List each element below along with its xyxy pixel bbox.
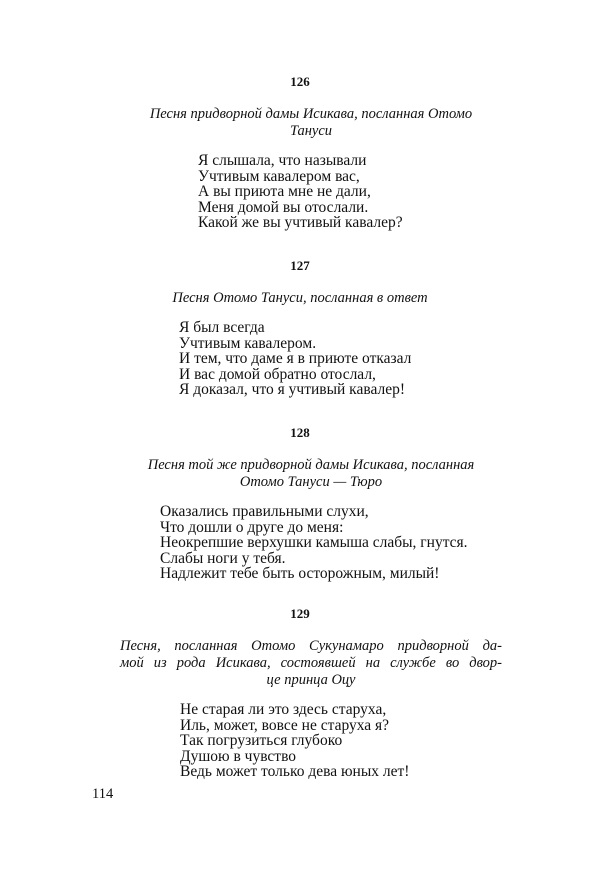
poem-title-line: Отомо Тануси — Тюро bbox=[239, 474, 383, 490]
poem-127 bbox=[0, 258, 600, 398]
verse-line: Меня домой вы отослали. bbox=[198, 198, 369, 216]
poem-title bbox=[120, 106, 502, 140]
poem-title-line: Песня, посланная Отомо Сукунамаро придворной да- bbox=[120, 638, 502, 654]
poem-title bbox=[120, 638, 502, 689]
poem-title-line: Песня придворной дамы Исикава, посланная Отомо bbox=[149, 106, 473, 122]
verse-line: А вы приюта мне не дали, bbox=[198, 183, 371, 201]
page-number: 114 bbox=[92, 786, 114, 802]
poem-verse bbox=[198, 153, 600, 231]
verse-line: Что дошли о друге до меня: bbox=[160, 518, 344, 536]
verse-line: Слабы ноги у тебя. bbox=[160, 549, 286, 567]
poem-title-line: Песня той же придворной дамы Исикава, посланная bbox=[147, 457, 475, 473]
poem-verse bbox=[180, 702, 600, 780]
poem-number: 128 bbox=[290, 425, 310, 440]
poem-title-line: Песня Отомо Тануси, посланная в ответ bbox=[172, 290, 428, 306]
verse-line: Я слышала, что называли bbox=[198, 152, 367, 169]
verse-line: Я доказал, что я учтивый кавалер! bbox=[179, 381, 405, 399]
verse-line: Душою в чувство bbox=[180, 747, 297, 765]
verse-line: Учтивым кавалером вас, bbox=[198, 167, 360, 185]
verse-line: Надлежит тебе быть осторожным, милый! bbox=[160, 565, 440, 583]
poem-title-line: мой из рода Исикава, состоявшей на службе во двор- bbox=[120, 655, 502, 671]
poem-number: 129 bbox=[290, 606, 310, 621]
verse-line: И вас домой обратно отослал, bbox=[179, 365, 376, 383]
verse-line: Я был всегда bbox=[179, 319, 265, 336]
verse-line: И тем, что даме я в приюте отказал bbox=[179, 350, 412, 368]
verse-line: Ведь может только дева юных лет! bbox=[180, 763, 410, 781]
poem-128 bbox=[0, 425, 600, 582]
verse-line: Так погрузиться глубоко bbox=[180, 732, 343, 750]
verse-line: Неокрепшие верхушки камыша слабы, гнутся. bbox=[160, 534, 468, 552]
poem-title-line: Тануси bbox=[289, 123, 333, 139]
verse-line: Учтивым кавалером. bbox=[179, 334, 317, 352]
verse-line: Оказались правильными слухи, bbox=[160, 503, 369, 520]
verse-line: Какой же вы учтивый кавалер? bbox=[198, 214, 403, 232]
poem-verse bbox=[160, 504, 600, 582]
poem-title bbox=[0, 290, 600, 307]
poem-verse bbox=[179, 320, 600, 398]
poem-number: 126 bbox=[290, 74, 310, 89]
verse-line: Не старая ли это здесь старуха, bbox=[180, 701, 387, 718]
poem-129 bbox=[0, 606, 600, 780]
poem-title bbox=[120, 457, 502, 491]
poem-title-line: це принца Оцу bbox=[266, 672, 356, 688]
poem-126 bbox=[0, 74, 600, 231]
poem-number: 127 bbox=[290, 258, 310, 273]
verse-line: Иль, может, вовсе не старуха я? bbox=[180, 716, 390, 734]
